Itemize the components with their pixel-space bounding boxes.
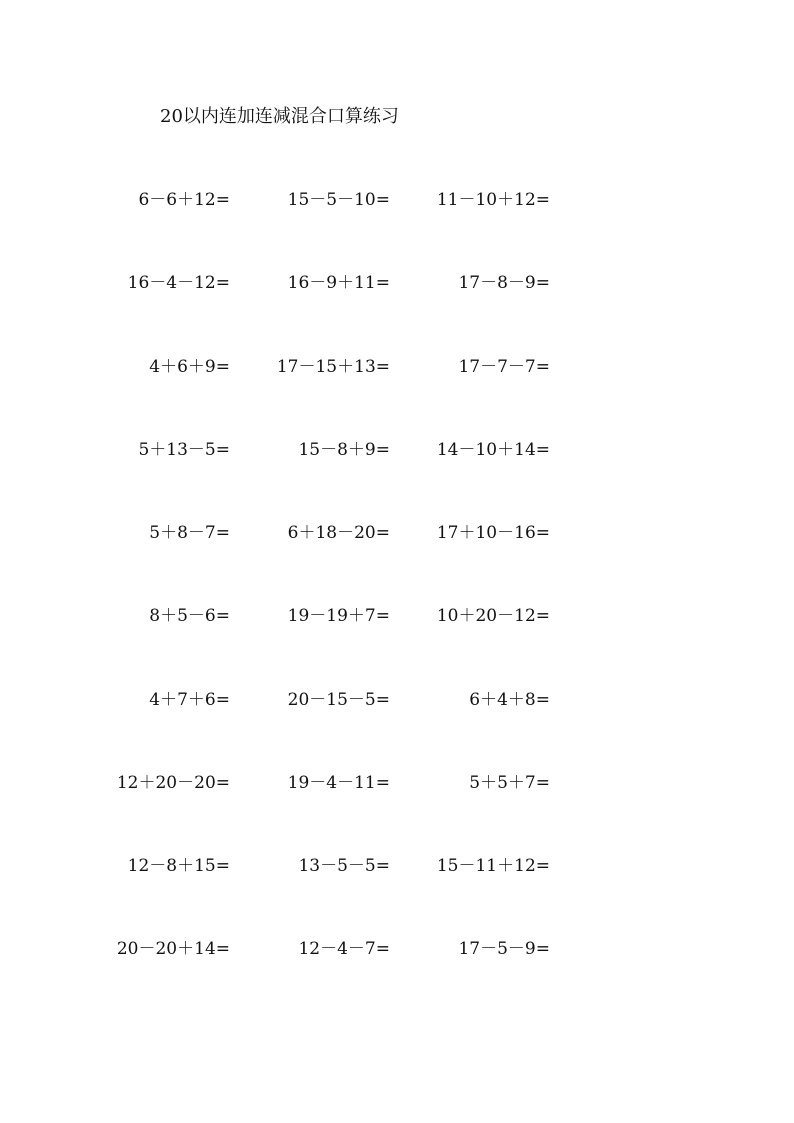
problem-r8-c2: 19－4－11= [287,773,390,793]
problem-r5-c1: 5＋8－7= [149,523,230,543]
problem-r7-c2: 20－15－5= [287,690,390,710]
problem-r9-c2: 13－5－5= [298,856,390,876]
problem-r10-c1: 20－20＋14= [116,939,230,959]
problem-r5-c3: 17＋10－16= [436,523,550,543]
problem-r5-c2: 6＋18－20= [287,523,390,543]
problem-r3-c3: 17－7－7= [458,357,550,377]
problem-r6-c1: 8＋5－6= [149,606,230,626]
problem-r10-c3: 17－5－9= [458,939,550,959]
page-title: 20以内连加连减混合口算练习 [160,106,399,127]
problem-r2-c1: 16－4－12= [127,273,230,293]
problem-r8-c3: 5＋5＋7= [469,773,550,793]
problem-r4-c3: 14－10＋14= [436,440,550,460]
problem-r1-c1: 6－6＋12= [138,190,230,210]
problem-r6-c3: 10＋20－12= [436,606,550,626]
problem-r4-c2: 15－8＋9= [298,440,390,460]
problem-r2-c2: 16－9＋11= [287,273,390,293]
problem-r2-c3: 17－8－9= [458,273,550,293]
problem-r3-c1: 4＋6＋9= [149,357,230,377]
problem-r8-c1: 12＋20－20= [116,773,230,793]
problem-r4-c1: 5＋13－5= [138,440,230,460]
problem-r10-c2: 12－4－7= [298,939,390,959]
problem-r3-c2: 17－15＋13= [276,357,390,377]
problem-r9-c1: 12－8＋15= [127,856,230,876]
problem-r6-c2: 19－19＋7= [287,606,390,626]
problem-r1-c2: 15－5－10= [287,190,390,210]
problem-r1-c3: 11－10＋12= [436,190,550,210]
problem-r9-c3: 15－11＋12= [436,856,550,876]
problem-r7-c3: 6＋4＋8= [469,690,550,710]
problem-r7-c1: 4＋7＋6= [149,690,230,710]
